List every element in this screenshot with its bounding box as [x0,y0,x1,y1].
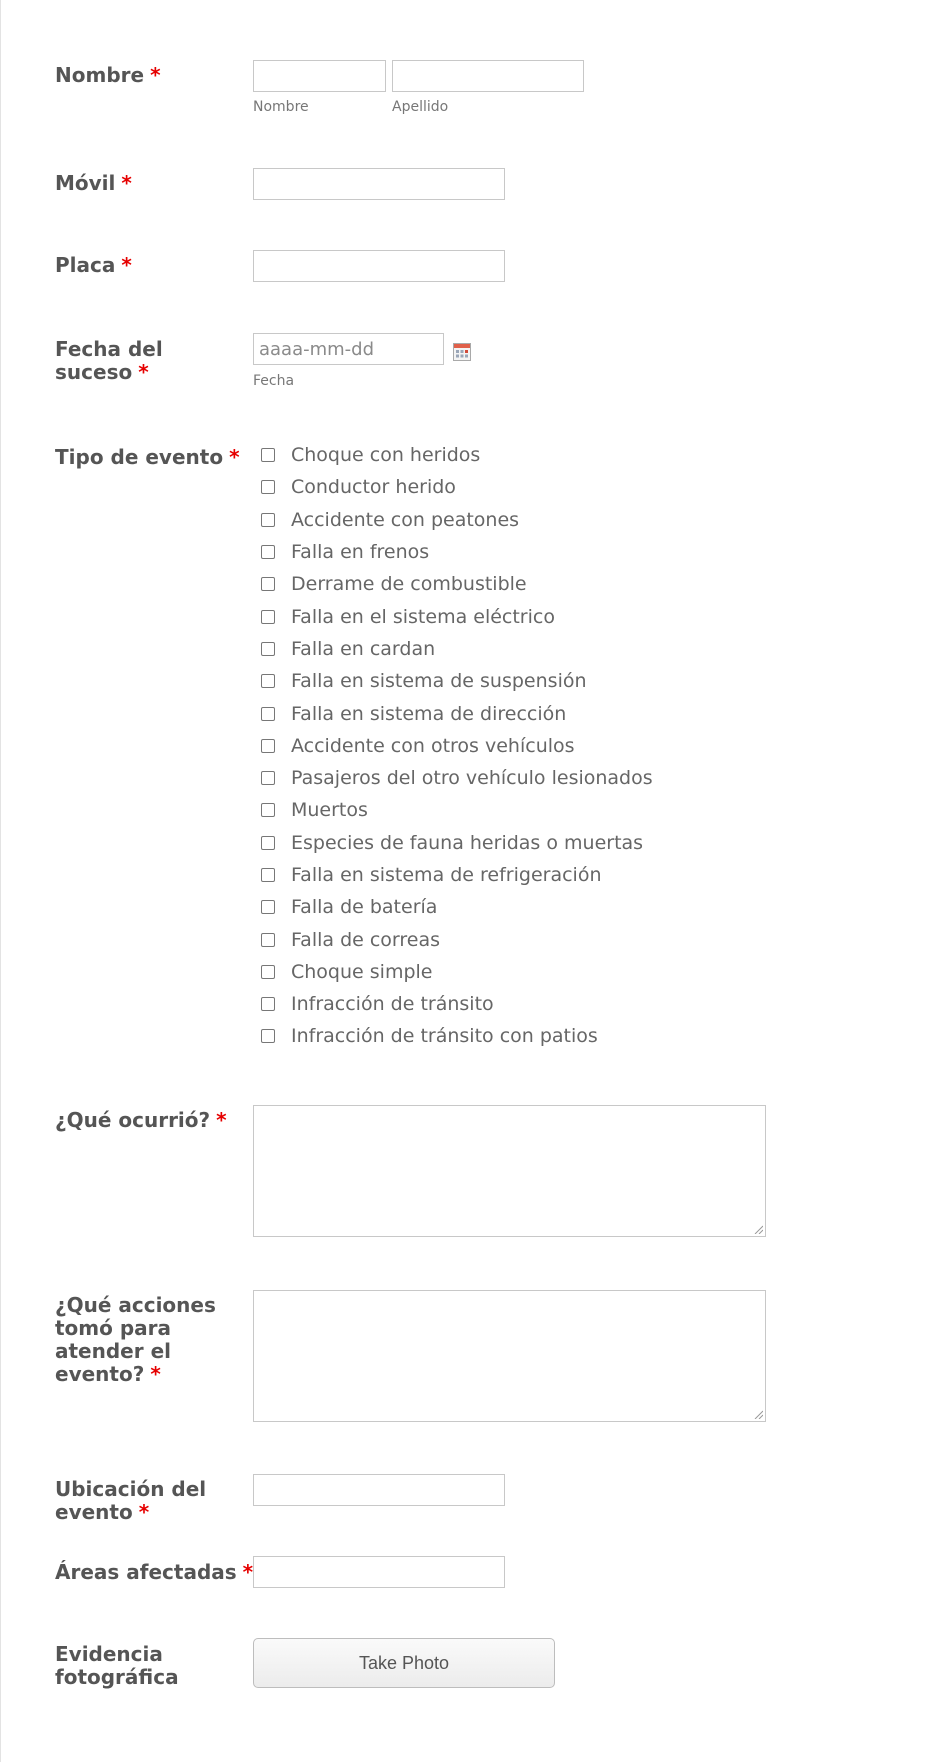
option-label[interactable]: Conductor herido [291,476,456,499]
option-label[interactable]: Accidente con peatones [291,508,520,531]
evidencia-label: Evidencia fotográfica [55,1642,179,1689]
event-type-option[interactable] [261,794,653,826]
last-name-input[interactable] [392,60,584,92]
resize-grip-icon[interactable] [753,1409,763,1419]
last-name-sublabel: Apellido [392,99,449,115]
option-label[interactable]: Falla de correas [291,928,441,951]
checkbox[interactable] [261,933,275,947]
checkbox[interactable] [261,610,275,624]
event-type-option[interactable] [261,923,653,955]
checkbox[interactable] [261,771,275,785]
date-sublabel: Fecha [253,373,295,389]
checkbox[interactable] [261,545,275,559]
movil-label: Móvil * [55,171,132,195]
event-type-option[interactable] [261,697,653,729]
calendar-icon[interactable] [453,343,471,361]
placa-label: Placa * [55,253,132,277]
checkbox[interactable] [261,513,275,527]
option-label[interactable]: Choque con heridos [291,444,481,467]
required-marker: * [216,1108,227,1132]
option-label[interactable]: Falla en frenos [291,541,430,564]
checkbox[interactable] [261,900,275,914]
option-label[interactable]: Muertos [291,799,368,822]
first-name-sublabel: Nombre [253,99,309,115]
checkbox[interactable] [261,674,275,688]
event-type-option[interactable] [261,956,653,988]
fecha-label: Fecha del suceso * [55,337,163,384]
event-type-option[interactable] [261,536,653,568]
checkbox[interactable] [261,868,275,882]
event-type-option[interactable] [261,1020,653,1052]
required-marker: * [138,360,149,384]
acciones-textarea[interactable] [253,1290,766,1422]
event-type-option[interactable] [261,568,653,600]
event-type-option[interactable] [261,665,653,697]
tipo-evento-label: Tipo de evento * [55,445,240,469]
take-photo-button[interactable]: Take Photo [253,1638,555,1688]
checkbox[interactable] [261,642,275,656]
option-label[interactable]: Infracción de tránsito con patios [291,1025,598,1048]
required-marker: * [242,1560,254,1584]
event-type-option[interactable] [261,633,653,665]
option-label[interactable]: Falla en sistema de refrigeración [291,864,602,886]
checkbox[interactable] [261,480,275,494]
option-label[interactable]: Falla en cardan [291,637,436,660]
required-marker: * [229,445,240,469]
resize-grip-icon[interactable] [753,1224,763,1234]
areas-input[interactable] [253,1556,505,1588]
event-type-option[interactable] [261,891,653,923]
option-label[interactable]: Infracción de tránsito [291,993,494,1016]
ubicacion-label: Ubicación del evento * [55,1477,207,1524]
option-label[interactable]: Falla en sistema de suspensión [291,670,587,693]
event-type-option[interactable] [261,827,653,859]
option-label[interactable]: Choque simple [291,960,433,983]
event-type-option[interactable] [261,439,653,471]
checkbox[interactable] [261,739,275,753]
required-marker: * [150,1362,161,1386]
placa-input[interactable] [253,250,505,282]
date-input[interactable] [253,333,444,365]
event-type-option[interactable] [261,762,653,794]
areas-label: Áreas afectadas * [55,1560,254,1584]
event-type-option[interactable] [261,730,653,762]
event-type-checkbox-list [261,439,653,1053]
option-label[interactable]: Especies de fauna heridas o muertas [291,831,644,854]
required-marker: * [138,1500,150,1524]
ubicacion-input[interactable] [253,1474,505,1506]
event-type-option[interactable] [261,471,653,503]
event-type-option[interactable] [261,859,653,891]
acciones-label: ¿Qué acciones tomó para atender el evento? * [55,1293,216,1386]
que-ocurrio-label: ¿Qué ocurrió? * [55,1108,227,1132]
checkbox[interactable] [261,577,275,591]
que-ocurrio-textarea[interactable] [253,1105,766,1237]
option-label[interactable]: Falla en sistema de dirección [291,702,567,725]
first-name-input[interactable] [253,60,386,92]
option-label[interactable]: Derrame de combustible [291,573,527,596]
movil-input[interactable] [253,168,505,200]
option-label[interactable]: Accidente con otros vehículos [291,734,575,757]
option-label[interactable]: Falla en el sistema eléctrico [291,605,555,628]
checkbox[interactable] [261,448,275,462]
event-type-option[interactable] [261,988,653,1020]
option-label[interactable]: Pasajeros del otro vehículo lesionados [291,767,653,790]
checkbox[interactable] [261,707,275,721]
required-marker: * [121,253,132,277]
required-marker: * [121,171,132,195]
nombre-label: Nombre * [55,63,161,87]
checkbox[interactable] [261,836,275,850]
event-type-option[interactable] [261,504,653,536]
required-marker: * [150,63,161,87]
option-label[interactable]: Falla de batería [291,896,438,919]
event-type-option[interactable] [261,600,653,632]
checkbox[interactable] [261,1029,275,1043]
checkbox[interactable] [261,803,275,817]
checkbox[interactable] [261,965,275,979]
checkbox[interactable] [261,997,275,1011]
